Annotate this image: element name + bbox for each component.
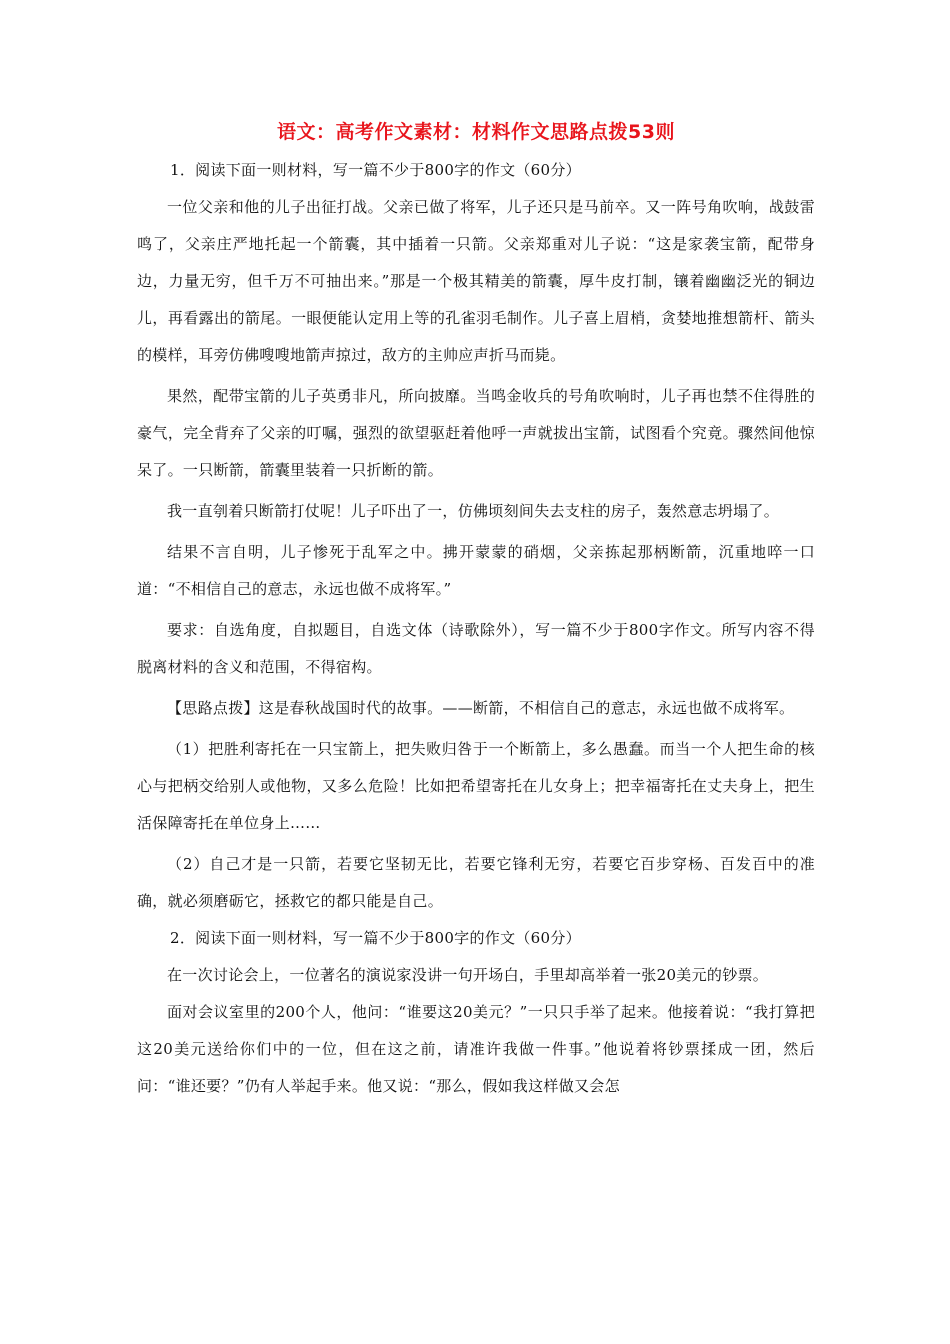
- question-2-heading: 2．阅读下面一则材料，写一篇不少于800字的作文（60分）: [170, 929, 581, 947]
- question-1-heading: 1．阅读下面一则材料，写一篇不少于800字的作文（60分）: [170, 161, 581, 179]
- paragraph-requirements: 要求：自选角度，自拟题目，自选文体（诗歌除外），写一篇不少于800字作文。所写内容不得脱离材料的含义和范围，不得宿构。: [137, 621, 815, 676]
- paragraph-hint-point-1: （1）把胜利寄托在一只宝箭上，把失败归咎于一个断箭上，多么愚蠢。而当一个人把生命的核心与把柄交给别人或他物，又多么危险！比如把希望寄托在儿女身上；把幸福寄托在丈夫身上，把生活保障寄托在单位身上……: [137, 740, 815, 832]
- paragraph-q2-material-2: 面对会议室里的200个人，他问：“谁要这20美元？”一只只手举了起来。他接着说：“我打算把这20美元送给你们中的一位，但在这之前，请准许我做一件事。”他说着将钞票揉成一团，然后问：“谁还要？”仍有人举起手来。他又说：“那么，假如我这样做又会怎: [137, 1003, 815, 1095]
- document-page: [137, 118, 815, 1105]
- paragraph-q2-material-1: 在一次讨论会上，一位著名的演说家没讲一句开场白，手里却高举着一张20美元的钞票。: [167, 966, 769, 984]
- paragraph-material-4: 结果不言自明，儿子惨死于乱军之中。拂开蒙蒙的硝烟，父亲拣起那柄断箭，沉重地啐一口道：“不相信自己的意志，永远也做不成将军。”: [137, 543, 815, 598]
- paragraph-material-1: 一位父亲和他的儿子出征打战。父亲已做了将军，儿子还只是马前卒。又一阵号角吹响，战鼓雷鸣了，父亲庄严地托起一个箭囊，其中插着一只箭。父亲郑重对儿子说：“这是家袭宝箭，配带身边，力量无穷，但千万不可抽出来。”那是一个极其精美的箭囊，厚牛皮打制，镶着幽幽泛光的铜边儿，再看露出的箭尾。一眼便能认定用上等的孔雀羽毛制作。儿子喜上眉梢，贪婪地推想箭杆、箭头的模样，耳旁仿佛嗖嗖地箭声掠过，敌方的主帅应声折马而毙。: [137, 198, 815, 364]
- paragraph-material-2: 果然，配带宝箭的儿子英勇非凡，所向披靡。当鸣金收兵的号角吹响时，儿子再也禁不住得胜的豪气，完全背弃了父亲的叮嘱，强烈的欲望驱赶着他呼一声就拔出宝箭，试图看个究竟。骤然间他惊呆了。一只断箭，箭囊里装着一只折断的箭。: [137, 387, 815, 479]
- paragraph-material-3: 我一直刳着只断箭打仗呢！儿子吓出了一，仿佛顷刻间失去支柱的房子，轰然意志坍塌了。: [167, 502, 780, 520]
- document-title: 语文：高考作文素材：材料作文思路点拨53则: [277, 121, 675, 143]
- paragraph-hint: 【思路点拨】这是春秋战国时代的故事。——断箭，不相信自己的意志，永远也做不成将军。: [167, 699, 795, 717]
- paragraph-hint-point-2: （2）自己才是一只箭，若要它坚韧无比，若要它锋利无穷，若要它百步穿杨、百发百中的准确，就必须磨砺它，拯救它的都只能是自己。: [137, 855, 815, 910]
